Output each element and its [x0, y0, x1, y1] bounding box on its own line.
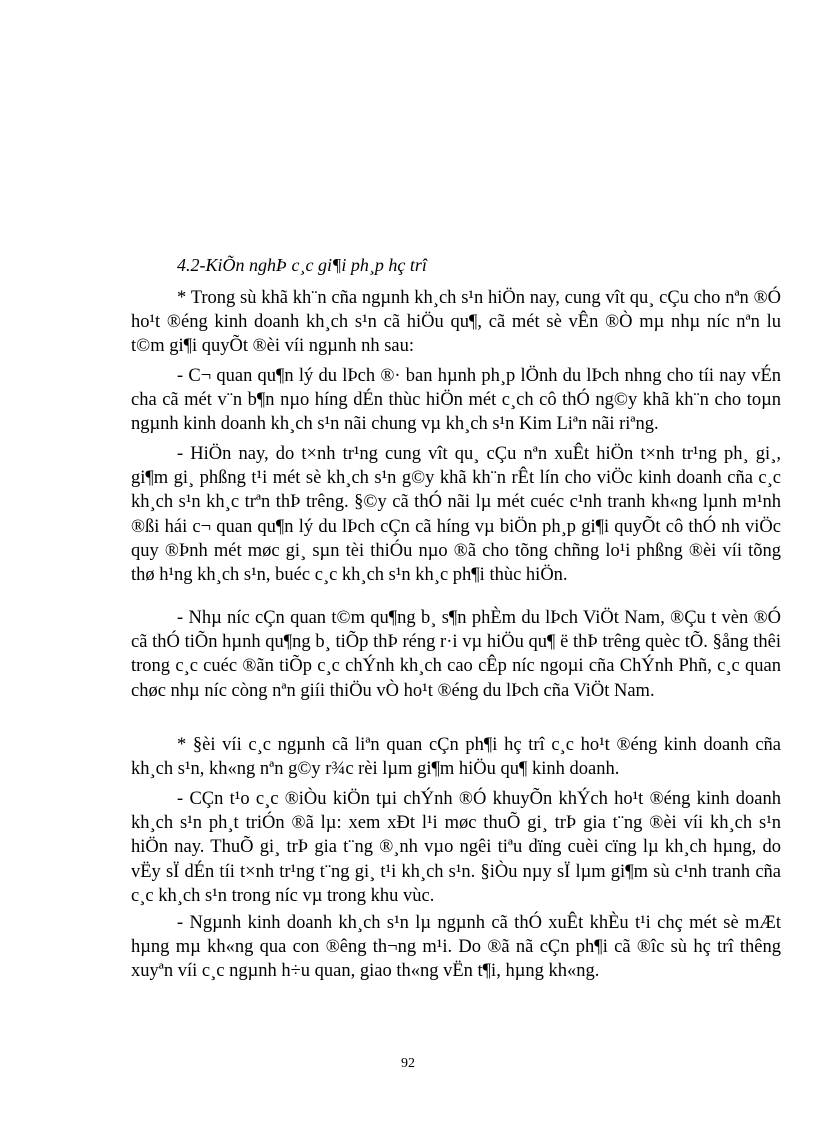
paragraph-6: - CÇn t¹o c¸c ®iÒu kiÖn tµi chÝnh ®Ó khuyÕn khÝch ho¹t ®éng kinh doanh kh¸ch s¹n ph¸t triÓn ®ã lµ: xem xÐt l¹i møc thuÕ gi¸ trÞ gia t¨ng ®èi víi kh¸ch s¹n hiÖn nay. ThuÕ gi¸ trÞ gia t¨ng ®¸nh vµo ngêi tiªu dïng cuèi cïng lµ kh¸ch hµng, do vËy sÏ dÉn tíi t×nh tr¹ng t¨ng gi¸ t¹i kh¸ch s¹n. §iÒu nµy sÏ lµm gi¶m sù c¹nh tranh cña c¸c kh¸ch s¹n trong níc vµ trong khu vùc.: [131, 789, 781, 906]
paragraph-7: - Ngµnh kinh doanh kh¸ch s¹n lµ ngµnh cã thÓ xuÊt khÈu t¹i chç mét sè mÆt hµng mµ kh«ng qua con ®êng th¬ng m¹i. Do ®ã nã cÇn ph¶i cã ®îc sù hç trî thêng xuyªn víi c¸c ngµnh h÷u quan, giao th«ng vËn t¶i, hµng kh«ng.: [131, 913, 781, 982]
section-heading: 4.2-KiÕn nghÞ c¸c gi¶i ph¸p hç trî: [177, 255, 427, 275]
paragraph-5: * §èi víi c¸c ngµnh cã liªn quan cÇn ph¶i hç trî c¸c ho¹t ®éng kinh doanh cña kh¸ch s¹n, kh«ng nªn g©y r¾c rèi lµm gi¶m hiÖu qu¶ kinh doanh.: [131, 735, 781, 780]
paragraph-4: - Nhµ níc cÇn quan t©m qu¶ng b¸ s¶n phÈm du lÞch ViÖt Nam, ®Çu t vèn ®Ó cã thÓ tiÕn hµnh qu¶ng b¸ tiÕp thÞ réng r·i vµ hiÖu qu¶ ë thÞ trêng quèc tÕ. §ång thêi trong c¸c cuéc ®ãn tiÕp c¸c chÝnh kh¸ch cao cÊp níc ngoµi cña ChÝnh Phñ, c¸c quan chøc nhµ níc còng nªn giíi thiÖu vÒ ho¹t ®éng du lÞch cña ViÖt Nam.: [131, 608, 781, 701]
page-number: 92: [401, 1056, 415, 1071]
paragraph-1: * Trong sù khã kh¨n cña ngµnh kh¸ch s¹n hiÖn nay, cung vît qu¸ cÇu cho nªn ®Ó ho¹t ®éng kinh doanh kh¸ch s¹n cã hiÖu qu¶, cã mét sè vÊn ®Ò mµ nhµ níc nªn lu t©m gi¶i quyÕt ®èi víi ngµnh nh sau:: [131, 288, 781, 357]
paragraph-2: - C¬ quan qu¶n lý du lÞch ®· ban hµnh ph¸p lÖnh du lÞch nhng cho tíi nay vÉn cha cã mét v¨n b¶n nµo híng dÉn thùc hiÖn mét c¸ch cô thÓ ng©y khã kh¨n cho toµn ngµnh kinh doanh kh¸ch s¹n nãi chung vµ kh¸ch s¹n Kim Liªn nãi riªng.: [131, 366, 781, 435]
paragraph-3: - HiÖn nay, do t×nh tr¹ng cung vît qu¸ cÇu nªn xuÊt hiÖn t×nh tr¹ng ph¸ gi¸, gi¶m gi¸ phßng t¹i mét sè kh¸ch s¹n g©y khã kh¨n rÊt lín cho viÖc kinh doanh cña c¸c kh¸ch s¹n kh¸c trªn thÞ trêng. §©y cã thÓ nãi lµ mét cuéc c¹nh tranh kh«ng lµnh m¹nh ®ßi hái c¬ quan qu¶n lý du lÞch cÇn cã híng vµ biÖn ph¸p gi¶i quyÕt cô thÓ nh viÖc quy ®Þnh mét møc gi¸ sµn tèi thiÓu nµo ®ã cho tõng chñng lo¹i phßng ®èi víi tõng thø h¹ng kh¸ch s¹n, buéc c¸c kh¸ch s¹n kh¸c ph¶i thùc hiÖn.: [131, 444, 781, 586]
